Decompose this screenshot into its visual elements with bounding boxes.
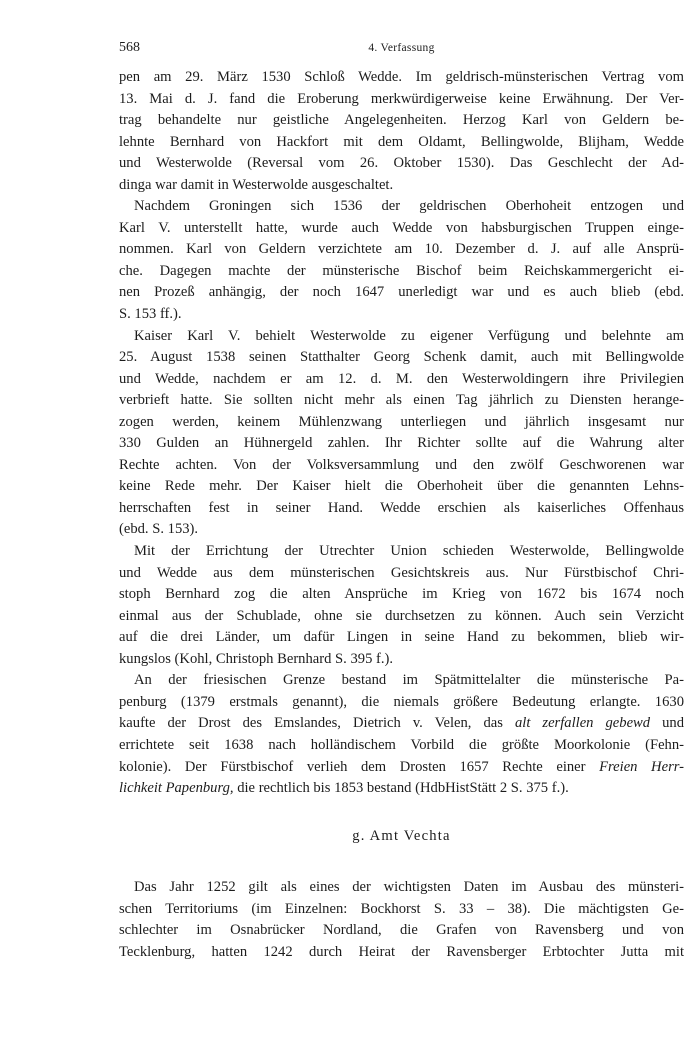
paragraph xyxy=(119,326,684,541)
text-line xyxy=(119,757,684,779)
text-line: Mit der Errichtung der Utrechter Union schieden Westerwolde, Bellingwolde xyxy=(134,543,684,560)
text-line: und Wedde, nachdem er am 12. d. M. den Westerwoldingern ihre Privilegien xyxy=(119,370,684,387)
text-line xyxy=(119,778,684,800)
text-line: und Westerwolde (Reversal vom 26. Oktober 1530). Das Geschlecht der Ad- xyxy=(119,155,684,172)
text-line: stoph Bernhard zog die alten Ansprüche im Krieg von 1672 bis 1674 noch xyxy=(119,586,684,603)
text-fragment: die rechtlich bis 1853 bestand (HdbHistStätt 2 S. 375 f.). xyxy=(233,780,569,797)
text-line: Das Jahr 1252 gilt als eines der wichtigsten Daten im Ausbau des münsteri- xyxy=(134,879,684,896)
text-line: dinga war damit in Westerwolde ausgeschaltet. xyxy=(119,176,394,193)
page-header xyxy=(119,40,684,60)
text-line: Karl V. unterstellt hatte, wurde auch Wedde von habsburgischen Truppen einge- xyxy=(119,219,684,236)
text-line: zogen werden, keinem Mühlenzwang unterliegen und jährlich insgesamt nur xyxy=(119,413,684,430)
italic-term: lichkeit Papenburg, xyxy=(119,780,234,797)
text-line: verbrieft hatte. Sie sollten nicht mehr als einen Tag jährlich zu Diensten herange- xyxy=(119,392,684,409)
text-line: Kaiser Karl V. behielt Westerwolde zu eigener Verfügung und belehnte am xyxy=(134,327,684,344)
text-line: Tecklenburg, hatten 1242 durch Heirat der Ravensberger Erbtochter Jutta mit xyxy=(119,943,684,960)
text-line: errichtete seit 1638 nach holländischem Vorbild die größte Moorkolonie (Fehn- xyxy=(119,736,684,753)
text-line: und Wedde aus dem münsterischen Gesichtskreis aus. Nur Fürstbischof Chri- xyxy=(119,564,684,581)
text-line: trag behandelte nur geistliche Angelegenheiten. Herzog Karl von Geldern be- xyxy=(119,112,684,129)
text-line: nen Prozeß anhängig, der noch 1647 unerledigt war und es auch blieb (ebd. xyxy=(119,284,684,301)
text-line: nommen. Karl von Geldern verzichtete am 10. Dezember d. J. auf alle Ansprü- xyxy=(119,241,684,258)
paragraph xyxy=(119,877,684,963)
text-fragment: und xyxy=(650,715,684,732)
text-line: 330 Gulden an Hühnergeld zahlen. Ihr Richter sollte auf die Wahrung alter xyxy=(119,435,684,452)
text-line: pen am 29. März 1530 Schloß Wedde. Im geldrisch-münsterischen Vertrag vom xyxy=(119,69,684,85)
running-title: 4. Verfassung xyxy=(368,42,435,54)
text-line: 13. Mai d. J. fand die Eroberung merkwürdigerweise keine Erwähnung. Der Ver- xyxy=(119,90,684,107)
paragraph xyxy=(119,67,684,196)
body-text xyxy=(119,67,684,963)
text-line: kungslos (Kohl, Christoph Bernhard S. 395 f.). xyxy=(119,650,394,667)
text-line: einmal aus der Schublade, ohne sie durchsetzen zu können. Auch sein Verzicht xyxy=(119,607,684,624)
text-line: lehnte Bernhard von Hackfort mit dem Oldamt, Bellingwolde, Blijham, Wedde xyxy=(119,133,684,150)
italic-citation: alt zerfallen gebewd xyxy=(514,715,651,732)
text-line: herrschaften fest in seiner Hand. Wedde erschien als kaiserliches Offenhaus xyxy=(119,499,684,516)
paragraph xyxy=(119,541,684,670)
text-line: auf die drei Länder, um dafür Lingen in seine Hand zu bekommen, blieb wir- xyxy=(119,629,684,646)
paragraph xyxy=(119,670,684,799)
text-line: S. 153 ff.). xyxy=(119,306,182,323)
text-line: 25. August 1538 seinen Statthalter Georg Schenk damit, auch mit Bellingwolde xyxy=(119,349,684,366)
text-line: penburg (1379 erstmals genannt), die niemals größere Bedeutung erlangte. 1630 xyxy=(119,693,684,710)
text-line: An der friesischen Grenze bestand im Spätmittelalter die münsterische Pa- xyxy=(134,672,684,689)
italic-term: Freien Herr- xyxy=(599,758,684,775)
text-fragment: kolonie). Der Fürstbischof verlieh dem Drosten 1657 Rechte einer xyxy=(119,758,600,775)
text-line: schlechter im Osnabrücker Nordland, die Grafen von Ravensberg und von xyxy=(119,922,684,939)
text-line: che. Dagegen machte der münsterische Bischof beim Reichskammergericht ei- xyxy=(119,262,684,279)
text-line xyxy=(119,713,684,735)
section-heading: g. Amt Vechta xyxy=(352,827,451,844)
paragraph xyxy=(119,196,684,325)
text-line: keine Rede mehr. Der Kaiser hielt die Oberhoheit über die genannten Lehns- xyxy=(119,478,684,495)
text-fragment: kaufte der Drost des Emslandes, Dietrich v. Velen, das xyxy=(119,715,515,732)
text-line: schen Territoriums (im Einzelnen: Bockhorst S. 33 – 38). Die mächtigsten Ge- xyxy=(119,900,684,917)
page-number: 568 xyxy=(119,40,140,55)
text-line: (ebd. S. 153). xyxy=(119,521,199,538)
text-line: Nachdem Groningen sich 1536 der geldrischen Oberhoheit entzogen und xyxy=(134,198,684,215)
text-line: Rechte achten. Von der Volksversammlung und den zwölf Geschworenen war xyxy=(119,456,684,473)
